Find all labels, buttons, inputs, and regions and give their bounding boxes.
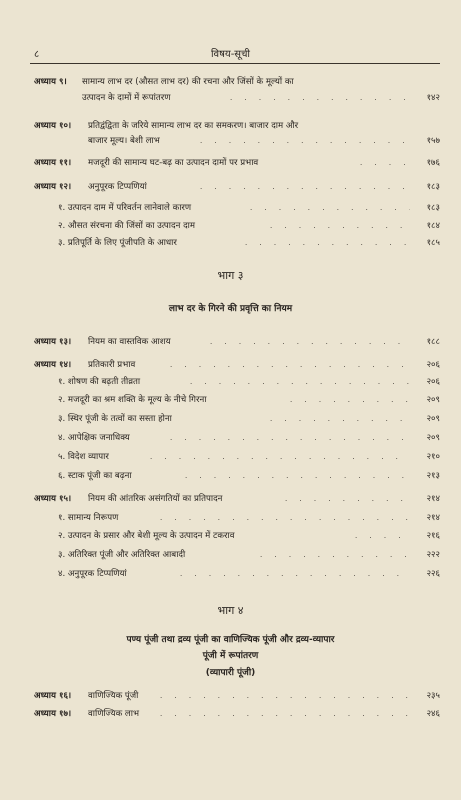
dot-leader	[150, 451, 410, 463]
dot-leader	[250, 202, 410, 214]
subsection-page: २२६	[426, 569, 440, 579]
chapter-title-continued: बाजार मूल्य। बेशी लाभ	[88, 136, 160, 146]
chapter-title: अनुपूरक टिप्पणियां	[88, 182, 147, 192]
toc-entry-chapter-13[interactable]	[0, 336, 461, 350]
toc-subentry[interactable]	[0, 413, 461, 427]
subsection-title: १. सामान्य निरूपण	[58, 513, 119, 523]
subsection-page: १८५	[426, 238, 440, 248]
subsection-title: २. औसत संरचना की जिंसों का उत्पादन दाम	[58, 221, 196, 231]
dot-leader	[160, 690, 410, 702]
toc-entry-chapter-11[interactable]	[0, 157, 461, 171]
chapter-label: अध्याय १५।	[34, 494, 72, 504]
dot-leader	[290, 394, 410, 406]
toc-subentry[interactable]	[0, 237, 461, 251]
chapter-title: वाणिज्यिक पूंजी	[88, 691, 139, 701]
toc-subentry[interactable]	[0, 432, 461, 446]
dot-leader	[270, 413, 410, 425]
dot-leader	[245, 237, 410, 249]
chapter-label: अध्याय १४।	[34, 360, 72, 370]
dot-leader	[230, 92, 410, 104]
chapter-page: २३५	[426, 691, 440, 701]
part-heading: भाग ४	[217, 604, 244, 617]
subsection-title: ३. अतिरिक्त पूंजी और अतिरिक्त आबादी	[58, 550, 186, 560]
chapter-title: नियम का वास्तविक आशय	[88, 337, 171, 347]
dot-leader	[355, 530, 410, 542]
chapter-label: अध्याय १०।	[34, 121, 72, 131]
part-title-line-2: पूंजी में रूपांतरण	[202, 651, 259, 661]
dot-leader	[200, 135, 410, 147]
running-title: विषय-सूची	[210, 49, 251, 60]
subsection-title: १. शोषण की बढ़ती तीव्रता	[58, 377, 141, 387]
part-title: लाभ दर के गिरने की प्रवृत्ति का नियम	[168, 304, 293, 314]
chapter-label: अध्याय १३।	[34, 337, 72, 347]
chapter-label: अध्याय १२।	[34, 182, 72, 192]
dot-leader	[170, 359, 410, 371]
toc-subentry[interactable]	[0, 220, 461, 234]
subsection-page: २०९	[426, 395, 440, 405]
chapter-page: १५७	[426, 136, 440, 146]
dot-leader	[270, 220, 410, 232]
toc-entry-chapter-16[interactable]	[0, 690, 461, 704]
dot-leader	[285, 493, 410, 505]
subsection-page: २१३	[426, 471, 440, 481]
chapter-label: अध्याय ११।	[34, 158, 72, 168]
header-rule	[30, 63, 440, 64]
chapter-page: १८८	[426, 337, 440, 347]
subsection-title: २. उत्पादन के प्रसार और बेशी मूल्य के उत्पादन में टकराव	[58, 531, 235, 541]
subsection-page: २१६	[426, 531, 440, 541]
chapter-title-continued: उत्पादन के दामों में रूपांतरण	[82, 93, 171, 103]
subsection-page: २२२	[426, 550, 440, 560]
dot-leader	[360, 157, 410, 169]
toc-subentry[interactable]	[0, 549, 461, 563]
part-title-line-1: पण्य पूंजी तथा द्रव्य पूंजी का वाणिज्यिक पूंजी और द्रव्य-व्यापार	[126, 635, 335, 645]
chapter-page: १७६	[426, 158, 440, 168]
chapter-title: सामान्य लाभ दर (औसत लाभ दर) की रचना और जिंसों के मूल्यों का	[82, 77, 294, 87]
chapter-title: मजदूरी की सामान्य घट-बढ़ का उत्पादन दामों पर प्रभाव	[88, 158, 259, 168]
subsection-title: ३. स्थिर पूंजी के तत्वों का सस्ता होना	[58, 414, 172, 424]
chapter-title: प्रतिद्वंद्विता के जरिये सामान्य लाभ दर का समकरण। बाजार दाम और	[88, 121, 299, 131]
chapter-page: २४६	[426, 709, 440, 719]
toc-subentry[interactable]	[0, 394, 461, 408]
toc-entry-chapter-9[interactable]	[0, 76, 461, 90]
dot-leader	[185, 470, 410, 482]
toc-entry-chapter-12[interactable]	[0, 181, 461, 195]
subsection-title: १. उत्पादन दाम में परिवर्तन लानेवाले कारण	[58, 203, 192, 213]
dot-leader	[190, 376, 410, 388]
toc-subentry[interactable]	[0, 376, 461, 390]
chapter-title: प्रतिकारी प्रभाव	[88, 360, 136, 370]
chapter-title: वाणिज्यिक लाभ	[88, 709, 139, 719]
page-number: ८	[34, 49, 40, 60]
chapter-title: नियम की आंतरिक असंगतियों का प्रतिपादन	[88, 494, 223, 504]
subsection-title: २. मजदूरी का श्रम शक्ति के मूल्य के नीचे गिरना	[58, 395, 207, 405]
chapter-label: अध्याय १६।	[34, 691, 72, 701]
subsection-page: १८४	[426, 221, 440, 231]
chapter-page: १४२	[426, 93, 440, 103]
dot-leader	[160, 512, 410, 524]
chapter-page: १८३	[426, 182, 440, 192]
part-heading: भाग ३	[217, 269, 244, 282]
dot-leader	[260, 549, 410, 561]
chapter-page: २०६	[426, 360, 440, 370]
dot-leader	[180, 568, 410, 580]
subsection-page: २०९	[426, 433, 440, 443]
subsection-title: ३. प्रतिपूर्ति के लिए पूंजीपति के आधार	[58, 238, 177, 248]
toc-subentry[interactable]	[0, 512, 461, 526]
toc-subentry[interactable]	[0, 568, 461, 582]
toc-entry-chapter-9-cont	[0, 92, 461, 106]
subsection-title: ६. स्टाक पूंजी का बढ़ना	[58, 471, 132, 481]
dot-leader	[170, 432, 410, 444]
toc-entry-chapter-10-cont	[0, 135, 461, 149]
subsection-page: १८३	[426, 203, 440, 213]
toc-subentry[interactable]	[0, 530, 461, 544]
chapter-label: अध्याय १७।	[34, 709, 72, 719]
subsection-title: ५. विदेश व्यापार	[58, 452, 109, 462]
chapter-label: अध्याय ९।	[34, 77, 67, 87]
dot-leader	[160, 708, 410, 720]
toc-subentry[interactable]	[0, 470, 461, 484]
dot-leader	[200, 181, 410, 193]
toc-entry-chapter-17[interactable]	[0, 708, 461, 722]
toc-subentry[interactable]	[0, 202, 461, 216]
toc-entry-chapter-10[interactable]	[0, 120, 461, 134]
toc-subentry[interactable]	[0, 451, 461, 465]
subsection-page: २०६	[426, 377, 440, 387]
subsection-page: २१४	[426, 513, 440, 523]
dot-leader	[210, 336, 410, 348]
part-title-line-3: (व्यापारी पूंजी)	[205, 668, 256, 678]
toc-entry-chapter-15[interactable]	[0, 493, 461, 507]
subsection-title: ४. आपेक्षिक जनाधिक्य	[58, 433, 130, 443]
subsection-page: २१०	[426, 452, 440, 462]
chapter-page: २१४	[426, 494, 440, 504]
subsection-title: ४. अनुपूरक टिप्पणियां	[58, 569, 127, 579]
subsection-page: २०९	[426, 414, 440, 424]
toc-entry-chapter-14[interactable]	[0, 359, 461, 373]
